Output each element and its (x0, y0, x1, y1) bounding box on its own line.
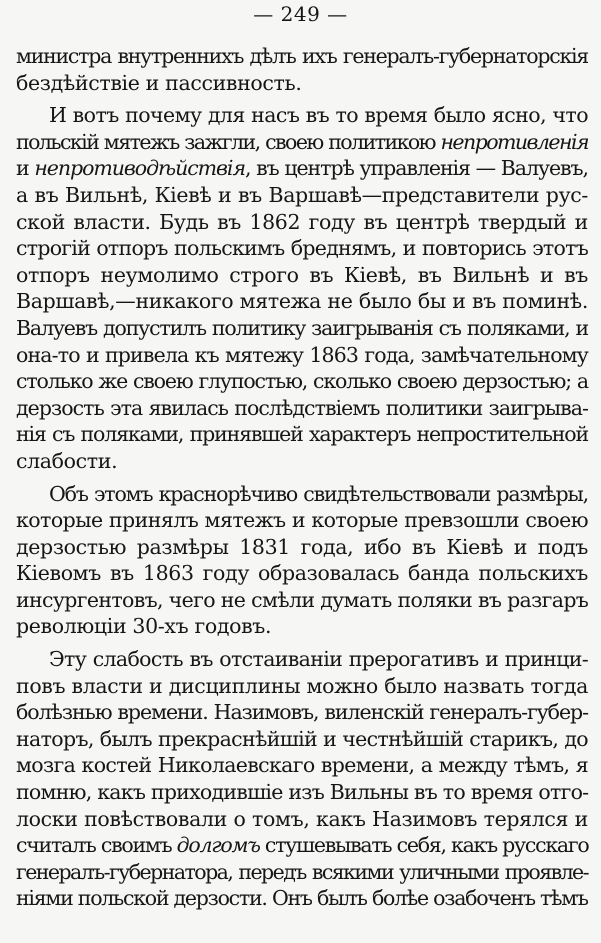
text-segment: считалъ своимъ (16, 833, 177, 858)
italic-emphasis: непротиводѣйствія (34, 156, 245, 181)
text-line: нія съ поляками, принявшей характеръ непростительной (16, 422, 588, 447)
paragraph (16, 481, 588, 641)
text-line: И вотъ почему для насъ въ то время было ясно, что (49, 103, 588, 128)
text-line: повъ власти и дисциплины можно было назвать тогда (16, 673, 588, 698)
paragraph (16, 43, 588, 96)
text-line: строгій отпоръ польскимъ бреднямъ, и повторись этотъ (16, 236, 588, 261)
italic-emphasis: долгомъ (176, 833, 260, 858)
text-line: дерзостью размѣры 1831 года, ибо въ Кіевѣ и подъ (16, 534, 588, 559)
text-line: ніями польской дерзости. Онъ былъ болѣе озабоченъ тѣмъ (16, 886, 588, 911)
text-segment: польскій мятежъ зажгли, своею политикою (16, 129, 441, 154)
text-line: мозга костей Николаевскаго времени, а между тѣмъ, я (16, 753, 588, 778)
text-line: Валуевъ допустилъ политику заигрыванія съ поляками, и (16, 315, 588, 340)
text-line: отпоръ неумолимо строго въ Кіевѣ, въ Вильнѣ и въ (16, 262, 588, 287)
text-segment: лоски повѣствовали о томъ, какъ Назимовъ терялся и (16, 806, 588, 831)
text-line (16, 832, 588, 859)
body-text (16, 43, 588, 918)
text-line: министра внутреннихъ дѣлъ ихъ генералъ-губернаторскія (16, 44, 588, 68)
text-segment: и (16, 156, 35, 181)
text-line: она-то и привела къ мятежу 1863 года, замѣчательному (16, 342, 588, 367)
paragraph (16, 646, 588, 912)
paragraph (16, 102, 588, 474)
text-line: Кіевомъ въ 1863 году образовалась банда польскихъ (16, 561, 588, 586)
italic-emphasis: непротивленія (440, 129, 588, 154)
text-segment: стушевывать себя, какъ русскаго (259, 833, 589, 858)
text-line: бездѣйствіе и пассивность. (16, 70, 302, 95)
text-line: Эту слабость въ отстаиваніи прерогативъ и принци- (49, 647, 588, 672)
text-line (16, 129, 588, 156)
text-line: инсургентовъ, чего не смѣли думать поляки въ разгаръ (16, 587, 589, 612)
text-line (16, 155, 588, 182)
text-line: наторъ, былъ прекраснѣйшій и честнѣйшій старикъ, до (16, 726, 588, 751)
text-line: помню, какъ приходившіе изъ Вильны въ то время отго- (16, 780, 589, 805)
page-number: — 249 — (253, 2, 348, 26)
text-line: а въ Вильнѣ, Кіевѣ и въ Варшавѣ—представители рус- (16, 182, 588, 207)
text-line: слабости. (16, 448, 118, 473)
text-line: Объ этомъ краснорѣчиво свидѣтельствовали размѣры, (49, 481, 588, 506)
text-line: столько же своею глупостью, сколько своею дерзостью; а (16, 369, 588, 394)
text-line: генералъ-губернатора, передъ всякими уличными проявле- (16, 859, 588, 884)
text-line: ской власти. Будь въ 1862 году въ центрѣ твердый и (16, 209, 588, 234)
text-segment: , въ центрѣ управленія — Валуевъ, (244, 156, 588, 181)
text-line: болѣзнью времени. Назимовъ, виленскій генералъ-губер- (16, 700, 588, 725)
text-line: дерзость эта явилась послѣдствіемъ политики заигрыва- (16, 395, 588, 420)
text-line: которые принялъ мятежъ и которые превзошли своею (16, 508, 588, 533)
text-line (16, 806, 588, 833)
text-line: революціи 30-хъ годовъ. (16, 614, 272, 639)
text-line: Варшавѣ,—никакого мятежа не было бы и въ поминѣ. (16, 289, 588, 314)
